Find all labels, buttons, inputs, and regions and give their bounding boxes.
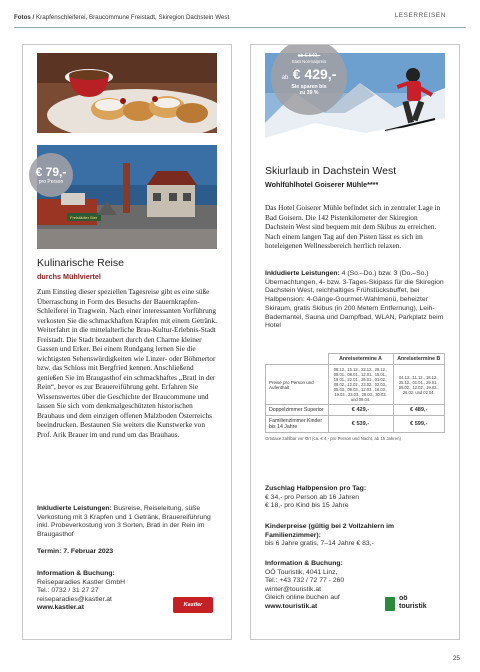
price-double-b: € 489,-	[393, 405, 445, 416]
culinary-included	[37, 505, 217, 540]
culinary-subtitle: durchs Mühlviertel	[37, 272, 101, 281]
halfboard-adult: € 34,- pro Person ab 16 Jahren	[265, 493, 360, 501]
booking-phone[interactable]: Tel.: 0732 / 31 27 27	[37, 587, 99, 595]
ski-booking-phone[interactable]: Tel.: +43 732 / 72 77 - 260	[265, 577, 345, 585]
culinary-date	[37, 548, 217, 557]
included-text: Busreise, Reiseleitung, süße Verkostung mit 3 Krapfen und 1 Getränk, Brauereiführung inkl. Probeverkostung von 3 Sorten, Bratl in der Rein im Braugasthof	[37, 505, 211, 539]
price-table-wrap	[265, 353, 445, 441]
ski-included-text: 4 (So.–Do.) bzw. 3 (Do.–So.) Übernachtungen, 4- bzw. 3-Tages-Skipass für die Skiregion Dachstein West, reichhaltiges Frühstücksbuffet, bei Halbpension: 4-Gänge-Gourmet-Wahlmenü, beheizter Skiraum, gratis Skibus (in 200 Metern Entfernung), Leih-Bademantel, Sauna und Dampfbad, WLAN, Parkplatz beim Hotel	[265, 270, 444, 330]
row-label-double: Doppelzimmer Superior	[266, 405, 329, 416]
badge-price: € 429,-	[292, 66, 337, 82]
price-table	[265, 353, 445, 433]
culinary-heading	[37, 257, 217, 281]
booking-url[interactable]: www.kastler.at	[37, 604, 84, 612]
dates-b: 04.12., 11.12., 18.12., 25.12., 01.01., 29.01., 05.02., 12.02., 19.02., 26.02. und 02.04.	[393, 365, 445, 405]
row-label-dates: Preise pro Person und Aufenthalt	[266, 365, 329, 405]
touristik-logo-bottom: touristik	[399, 603, 427, 610]
ski-booking-company: OÖ Touristik, 4041 Linz,	[265, 568, 338, 576]
section-tag: LESERREISEN	[394, 12, 446, 19]
photo-credits	[14, 14, 229, 21]
ski-body: Das Hotel Goiserer Mühle befindet sich in zentraler Lage in Bad Goisern. Die 142 Pistenkilometer der Skiregion Dachstein West sind bequem mit dem Skibus zu erreichen. Nach einem langen Tag auf den Pisten lässt es sich im hoteleigenen Wellnessbereich herrlich relaxen.	[265, 203, 441, 250]
ski-included-label: Inkludierte Leistungen:	[265, 270, 340, 277]
ski-included	[265, 270, 445, 331]
date-label: Termin:	[37, 548, 62, 555]
kids-prices	[265, 523, 445, 549]
page-number: 25	[452, 655, 460, 662]
touristik-logo-mark	[385, 597, 395, 611]
date-value: 7. Februar 2023	[63, 548, 114, 555]
price-double-a: € 429,-	[328, 405, 393, 416]
pastry-photo	[37, 53, 217, 133]
ski-subtitle: Wohlfühlhotel Goiserer Mühle****	[265, 180, 379, 189]
offer-card-ski	[250, 44, 460, 640]
ski-booking-heading: Information & Buchung:	[265, 560, 343, 567]
badge-old-price-label: Statt Normalpreis	[291, 59, 327, 64]
row-label-family: Familienzimmer Kinder bis 14 Jahre	[266, 416, 329, 433]
price-unit: pro Person	[38, 179, 64, 185]
ski-booking-email[interactable]: winter@touristik.at	[265, 585, 322, 593]
kids-heading: Kinderpreise (gültig bei 2 Vollzahlern im Familienzimmer):	[265, 523, 395, 539]
col-head-a: Anreisetermine A	[328, 354, 393, 365]
included-label: Inkludierte Leistungen:	[37, 505, 112, 512]
ooe-touristik-logo	[385, 595, 445, 615]
ski-booking-url[interactable]: www.touristik.at	[265, 602, 318, 610]
header-rule	[14, 27, 466, 28]
brewery-sign: Freistädter Bier	[70, 215, 98, 220]
booking-company: Reiseparadies Kastler GmbH	[37, 578, 126, 586]
price-badge	[29, 153, 73, 197]
offer-card-culinary	[22, 44, 232, 640]
kastler-logo	[173, 597, 213, 613]
ski-title: Skiurlaub in Dachstein West	[265, 165, 397, 177]
badge-old-price: ab € 549,-	[297, 53, 321, 59]
price-value: € 79,-	[35, 165, 67, 179]
badge-save-1: Sie sparen bis	[291, 84, 327, 90]
badge-save-2: zu 39 %	[299, 90, 319, 96]
page-header	[14, 12, 466, 26]
kids-text: bis 6 Jahre gratis, 7–14 Jahre € 83,-	[265, 540, 374, 548]
culinary-body: Zum Einstieg dieser speziellen Tagesreise gibt es eine süße Überraschung in Form des Besuchs der Bauernkrapfen-Schleiferei in Tragwein. Nach einer interessanten Vorführung verkosten Sie die schmackhaften Krapfen mit einem Getränk. Weiterfahrt in die mittelalterliche Brau-Kultur-Erlebnis-Stadt Freistadt. Die Stadt bezaubert durch den Charme kleiner Gassen und Erker. Bei einem Rundgang lernen Sie die wichtigsten Sehenswürdigkeiten wie Linzer- oder Böhmertor bzw. das Schloss mit Bergfried kennen. Anschließend genießen Sie im Braugasthof ein schmackhaftes „Bratl in der Rein“, bevor es zur Brauereiführung geht. Erfahren Sie Wissenswertes über die Geschichte der Braucommune und lassen Sie sich vom denkmalgeschützten historischen Brauhaus und dem einzigen offenen Malzboden Österreichs beeindrucken. Bestaunen Sie weiters die Kunstwerke von Prof. Arik Brauer im und rund um das Brauhaus.	[37, 287, 217, 439]
ski-heading	[265, 165, 445, 189]
halfboard-surcharge	[265, 485, 445, 511]
booking-email[interactable]: reiseparadies@kastler.at	[37, 595, 112, 603]
credits-label: Fotos /	[14, 14, 35, 21]
table-corner	[266, 354, 329, 365]
booking-heading: Information & Buchung:	[37, 570, 115, 577]
culinary-title: Kulinarische Reise	[37, 257, 124, 269]
halfboard-child: € 18,- pro Kind bis 15 Jahre	[265, 502, 349, 510]
price-family-a: € 539,-	[328, 416, 393, 433]
badge-ab: ab	[281, 75, 289, 81]
ski-booking-online: Gleich online buchen auf	[265, 594, 340, 602]
dates-a: 08.12., 15.12., 22.12., 29.12., 05.01., 08.01., 12.01., 15.01., 19.01., 22.01., 26.01., 01.02., 09.02., 12.02., 23.02., 02.03., 05.03., 09.03., 12.03., 16.03., 19.03., 23.03., 26.03., 30.03. und 09.04.	[328, 365, 393, 405]
credits-text: Krapfenschleiferei, Braucommune Freistadt, Skiregion Dachstein West	[36, 14, 230, 21]
halfboard-heading: Zuschlag Halbpension pro Tag:	[265, 485, 367, 492]
touristik-logo-top: oö	[399, 595, 408, 602]
col-head-b: Anreisetermine B	[393, 354, 445, 365]
table-footnote: Ortstaxe zahlbar vor Ort (ca. € 4,- pro Person und Nacht, ab 15 Jahren)	[265, 436, 401, 441]
kastler-logo-text: Kastler	[183, 602, 203, 608]
price-family-b: € 599,-	[393, 416, 445, 433]
